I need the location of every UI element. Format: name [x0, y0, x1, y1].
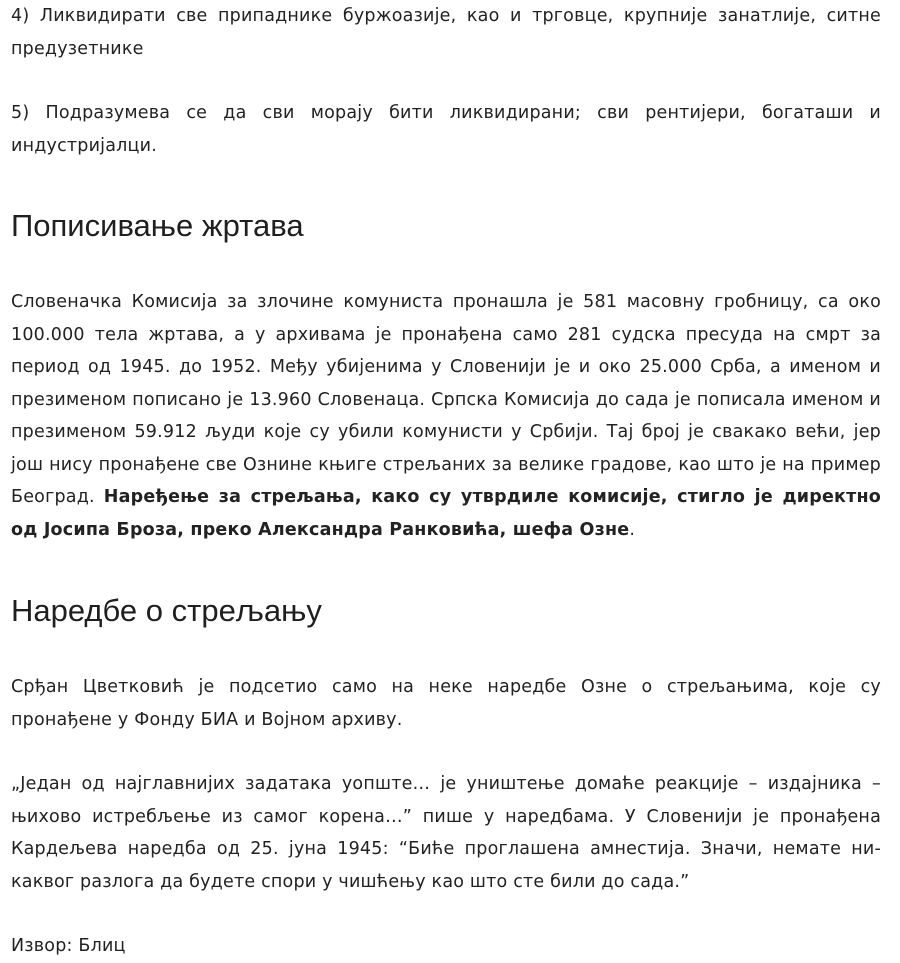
list-item-5: 5) Подразумева се да сви морају бити ликвидирани; сви рентијери, богаташи и индустријалци.: [11, 103, 881, 156]
victims-paragraph-text: Словеначка Комисија за злочине комуниста пронашла је 581 масовну гробницу, са око 100.000 тела жртава, а у архивама је пронађена само 281 судска пресуда на смрт за период од 1945. до 1952. Међу убијенима у Словенији је и око 25.000 Срба, а именом и презименом пописано је 13.960 Словенаца. Српска Комисија до сада је пописала именом и презименом 59.912 људи које су убили комунисти у Србији. Тај број је свакако већи, јер још нису пронађене све Ознине књиге стрељаних за велике градове, као што је на пример Београд.: [11, 292, 881, 507]
victims-paragraph-bold: Наређење за стрељања, како су утврдиле комисије, стигло је директно од Јосипа Броза, преко Александра Ранковића, шефа Озне: [11, 487, 881, 540]
orders-paragraph: Срђан Цветковић је подсетио само на неке наредбе Озне о стрељањима, које су пронађене у Фонду БИА и Војном архиву.: [11, 677, 881, 730]
article-body: [11, 0, 881, 963]
victims-paragraph: [11, 286, 881, 546]
list-item-4: 4) Ликвидирати све припаднике буржоазије, као и трговце, крупније занатлије, ситне предузетнике: [11, 6, 881, 59]
source-line: Извор: Блиц: [11, 936, 126, 956]
heading-orders: Наредбе о стрељању: [11, 593, 322, 628]
heading-victims: Пописивање жртава: [11, 208, 304, 243]
quote-paragraph: „Један од најглавнијих задатака уопште… је уништење домаће реакције – издајника – њихово истребљење из самог корена…” пише у наредбама. У Словенији је пронађена Кардељева наредба од 25. јуна 1945: “Биће проглашена амнестија. Значи, немате ни-каквог разлога да будете спори у чишћењу као што сте били до сада.”: [11, 774, 881, 892]
victims-paragraph-end: .: [629, 519, 636, 540]
